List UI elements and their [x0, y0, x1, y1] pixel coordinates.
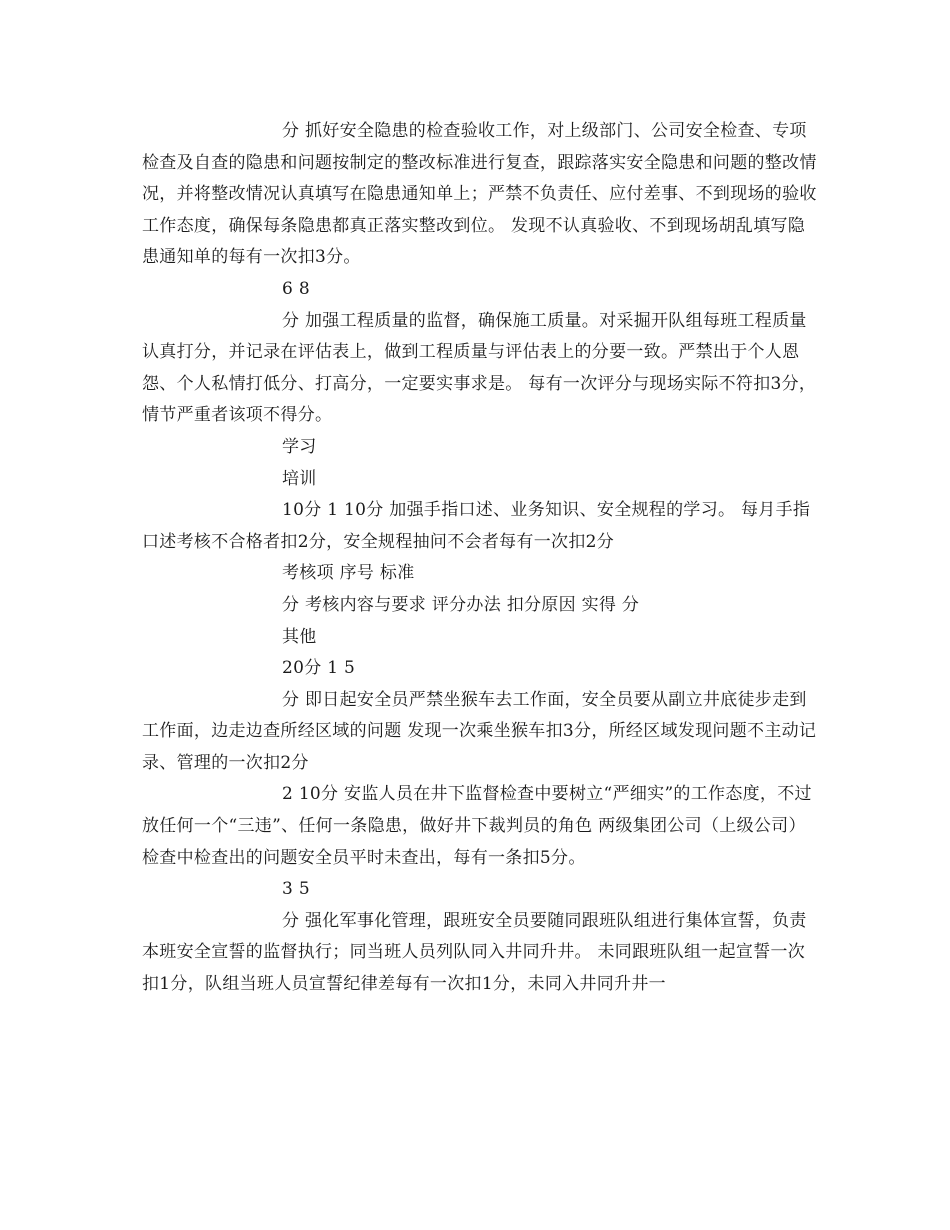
line-item-score: 20分 1 5	[282, 658, 356, 679]
paragraph-training: 10分 1 10分 加强手指口述、业务知识、安全规程的学习。 每月手指口述考核不合格者扣2分，安全规程抽问不会者每有一次扣2分	[142, 500, 811, 552]
document-body	[142, 116, 822, 1001]
line-category-training: 培训	[282, 468, 317, 489]
line-table-header-1: 考核项 序号 标准	[282, 563, 415, 584]
line-category-other: 其他	[282, 626, 317, 647]
line-item-score: 6 8	[282, 278, 310, 299]
paragraph-quality-supervision: 分 加强工程质量的监督，确保施工质量。对采掘开队组每班工程质量认真打分，并记录在评估表上，做到工程质量与评估表上的分要一致。严禁出于个人恩怨、个人私情打低分、打高分，一定要实事求是。 每有一次评分与现场实际不符扣3分，情节严重者该项不得分。	[142, 310, 817, 426]
paragraph-military-management: 分 强化军事化管理，跟班安全员要随同跟班队组进行集体宣誓，负责本班安全宣誓的监督执行；同当班人员列队同入井同升井。 未同跟班队组一起宣誓一次扣1分，队组当班人员宣誓纪律差每有一次扣1分，未同入井同升井一	[142, 910, 807, 995]
paragraph-supervision-attitude: 2 10分 安监人员在井下监督检查中要树立“严细实”的工作态度，不过放任何一个“三违”、任何一条隐患，做好井下裁判员的角色 两级集团公司（上级公司）检查中检查出的问题安全员平时未查出，每有一条扣5分。	[142, 784, 812, 868]
paragraph-walk-inspection: 分 即日起安全员严禁坐猴车去工作面，安全员要从副立井底徒步走到工作面，边走边查所经区域的问题 发现一次乘坐猴车扣3分，所经区域发现问题不主动记录、管理的一次扣2分	[142, 689, 817, 773]
line-table-header-2: 分 考核内容与要求 评分办法 扣分原因 实得 分	[282, 594, 640, 615]
line-category-study: 学习	[282, 436, 317, 457]
paragraph-hazard-inspection: 分 抓好安全隐患的检查验收工作，对上级部门、公司安全检查、专项检查及自查的隐患和问题按制定的整改标准进行复查，跟踪落实安全隐患和问题的整改情况，并将整改情况认真填写在隐患通知单上；严禁不负责任、应付差事、不到现场的验收工作态度，确保每条隐患都真正落实整改到位。 发现不认真验收、不到现场胡乱填写隐患通知单的每有一次扣3分。	[142, 121, 817, 268]
line-item-score: 3 5	[282, 879, 310, 900]
